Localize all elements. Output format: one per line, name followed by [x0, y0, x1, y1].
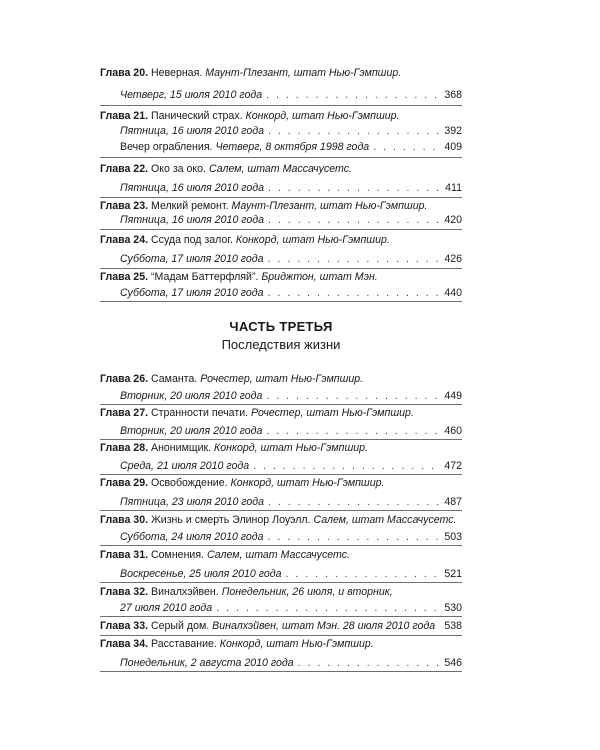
- chapter-number: Глава 32.: [100, 586, 149, 598]
- chapter-place: Бриджтон, штат Мэн.: [261, 271, 378, 283]
- leader-dots: [268, 124, 440, 138]
- leader-dots: [268, 252, 441, 266]
- divider: [100, 268, 462, 269]
- chapter-title: Странности печати.: [151, 407, 249, 419]
- chapter-date: Суббота, 24 июля 2010 года: [120, 531, 264, 543]
- toc-entry: [100, 476, 462, 490]
- page-number: 538: [444, 620, 462, 632]
- toc-entry: [100, 199, 462, 213]
- page-number: 521: [444, 568, 462, 580]
- chapter-number: Глава 26.: [100, 373, 149, 385]
- part-title: ЧАСТЬ ТРЕТЬЯ: [229, 319, 333, 334]
- page-number: 460: [444, 425, 462, 437]
- divider: [100, 510, 462, 511]
- chapter-date: Пятница, 16 июля 2010 года: [120, 125, 265, 137]
- leader-dots: [216, 601, 440, 615]
- divider: [100, 671, 462, 672]
- chapter-title: Око за око.: [151, 163, 207, 175]
- toc-entry-date: [120, 530, 462, 544]
- divider: [100, 229, 462, 230]
- toc-entry: [100, 270, 462, 284]
- chapter-title: “Мадам Баттерфляй”.: [151, 271, 259, 283]
- divider: [100, 616, 462, 617]
- chapter-place: Салем, штат Массачусетс.: [313, 514, 457, 526]
- chapter-title: Жизнь и смерть Элинор Лоуэлл.: [151, 514, 311, 526]
- part-subtitle: Последствия жизни: [221, 337, 341, 352]
- toc-entry-date: [120, 181, 462, 195]
- chapter-place: Салем, штат Массачусетс.: [206, 549, 350, 561]
- divider: [100, 157, 462, 158]
- divider: [100, 474, 462, 475]
- chapter-date: Четверг, 8 октября 1998 года: [215, 141, 370, 153]
- chapter-place: Конкорд, штат Нью-Гэмпшир.: [245, 110, 400, 122]
- toc-entry: [100, 513, 462, 527]
- chapter-date: Понедельник, 2 августа 2010 года: [120, 657, 294, 669]
- chapter-title: Сомнения.: [151, 549, 205, 561]
- chapter-number: Глава 28.: [100, 442, 149, 454]
- toc-entry: [100, 441, 462, 455]
- chapter-number: Глава 31.: [100, 549, 149, 561]
- page-number: 503: [444, 531, 462, 543]
- page-number: 426: [444, 253, 462, 265]
- page-number: 472: [444, 460, 462, 472]
- leader-dots: [268, 286, 441, 300]
- chapter-place: Виналхэйвен, штат Мэн. 28 июля 2010 года: [212, 620, 436, 632]
- chapter-number: Глава 24.: [100, 234, 149, 246]
- toc-entry-date: [120, 656, 462, 670]
- toc-page: [100, 0, 462, 750]
- toc-entry: [100, 109, 462, 123]
- page-number: 487: [444, 496, 462, 508]
- chapter-place: Салем, штат Массачусетс.: [208, 163, 352, 175]
- chapter-number: Глава 25.: [100, 271, 149, 283]
- chapter-date: Пятница, 16 июля 2010 года: [120, 214, 265, 226]
- chapter-date: Пятница, 16 июля 2010 года: [120, 182, 265, 194]
- divider: [100, 105, 462, 106]
- toc-entry: [100, 406, 462, 420]
- toc-entry: [100, 548, 462, 562]
- leader-dots: [268, 213, 440, 227]
- leader-dots: [253, 459, 440, 473]
- divider: [100, 545, 462, 546]
- chapter-title: Серый дом.: [151, 620, 210, 632]
- chapter-place: Рочестер, штат Нью-Гэмпшир.: [200, 373, 364, 385]
- chapter-number: Глава 22.: [100, 163, 149, 175]
- divider: [100, 301, 462, 302]
- chapter-date: Четверг, 15 июля 2010 года: [120, 89, 263, 101]
- divider: [100, 635, 462, 636]
- divider: [100, 197, 462, 198]
- chapter-title: Саманта.: [151, 373, 198, 385]
- chapter-number: Глава 29.: [100, 477, 149, 489]
- toc-entry: [100, 585, 462, 599]
- leader-dots: [266, 389, 440, 403]
- leader-dots: [285, 567, 440, 581]
- chapter-number: Глава 34.: [100, 638, 149, 650]
- page-number: 368: [444, 89, 462, 101]
- leader-dots: [266, 88, 440, 102]
- page-number: 449: [444, 390, 462, 402]
- leader-dots: [268, 530, 441, 544]
- divider: [100, 582, 462, 583]
- toc-entry-date: [120, 601, 462, 615]
- toc-entry-date: [120, 286, 462, 300]
- page-number: 411: [445, 182, 462, 194]
- chapter-title: Неверная.: [151, 67, 203, 79]
- chapter-date: Вторник, 20 июля 2010 года: [120, 425, 263, 437]
- chapter-place: Конкорд, штат Нью-Гэмпшир.: [219, 638, 374, 650]
- chapter-number: Глава 21.: [100, 110, 149, 122]
- leader-dots: [373, 140, 440, 154]
- chapter-place: Конкорд, штат Нью-Гэмпшир.: [230, 477, 385, 489]
- chapter-title: Вечер ограбления.: [120, 141, 213, 153]
- chapter-date: Суббота, 17 июля 2010 года: [120, 287, 264, 299]
- chapter-date: 27 июля 2010 года: [120, 602, 213, 614]
- chapter-date: Пятница, 23 июля 2010 года: [120, 496, 265, 508]
- chapter-title: Освобождение.: [151, 477, 228, 489]
- chapter-place: Маунт-Плезант, штат Нью-Гэмпшир.: [205, 67, 402, 79]
- chapter-number: Глава 33.: [100, 620, 149, 632]
- chapter-date: Суббота, 17 июля 2010 года: [120, 253, 264, 265]
- chapter-title: Анонимщик.: [151, 442, 212, 454]
- toc-entry: [100, 372, 462, 386]
- leader-dots: [439, 619, 440, 633]
- leader-dots: [268, 495, 440, 509]
- toc-entry-date: [120, 495, 462, 509]
- chapter-title: Панический страх.: [151, 110, 243, 122]
- leader-dots: [298, 656, 441, 670]
- chapter-title: Расставание.: [151, 638, 217, 650]
- leader-dots: [266, 424, 440, 438]
- divider: [100, 439, 462, 440]
- chapter-place: Маунт-Плезант, штат Нью-Гэмпшир.: [231, 200, 428, 212]
- chapter-place: Конкорд, штат Нью-Гэмпшир.: [214, 442, 368, 454]
- chapter-place: Конкорд, штат Нью-Гэмпшир.: [235, 234, 390, 246]
- toc-entry-date: [120, 213, 462, 227]
- chapter-number: Глава 30.: [100, 514, 149, 526]
- chapter-date: Воскресенье, 25 июля 2010 года: [120, 568, 282, 580]
- page-number: 546: [444, 657, 462, 669]
- chapter-place: Понедельник, 26 июля, и вторник,: [221, 586, 393, 598]
- toc-entry-date: [120, 567, 462, 581]
- leader-dots: [268, 181, 441, 195]
- chapter-number: Глава 27.: [100, 407, 149, 419]
- chapter-place: Рочестер, штат Нью-Гэмпшир.: [251, 407, 414, 419]
- toc-entry: [100, 637, 462, 651]
- toc-entry-date: [120, 424, 462, 438]
- toc-entry: [100, 619, 462, 633]
- toc-entry-date: [120, 124, 462, 138]
- toc-entry: [120, 140, 462, 154]
- page-number: 420: [444, 214, 462, 226]
- page-number: 440: [444, 287, 462, 299]
- chapter-title: Виналхэйвен.: [151, 586, 219, 598]
- page-number: 530: [444, 602, 462, 614]
- chapter-date: Среда, 21 июля 2010 года: [120, 460, 250, 472]
- toc-entry: [100, 233, 462, 247]
- page-number: 392: [444, 125, 462, 137]
- toc-entry-date: [120, 459, 462, 473]
- toc-entry-date: [120, 88, 462, 102]
- toc-entry: [100, 162, 462, 176]
- chapter-date: Вторник, 20 июля 2010 года: [120, 390, 263, 402]
- page-number: 409: [444, 141, 462, 153]
- divider: [100, 404, 462, 405]
- toc-entry-date: [120, 252, 462, 266]
- toc-entry-date: [120, 389, 462, 403]
- chapter-title: Ссуда под залог.: [151, 234, 233, 246]
- toc-entry: [100, 66, 462, 80]
- chapter-number: Глава 23.: [100, 200, 149, 212]
- chapter-number: Глава 20.: [100, 67, 149, 79]
- chapter-title: Мелкий ремонт.: [151, 200, 229, 212]
